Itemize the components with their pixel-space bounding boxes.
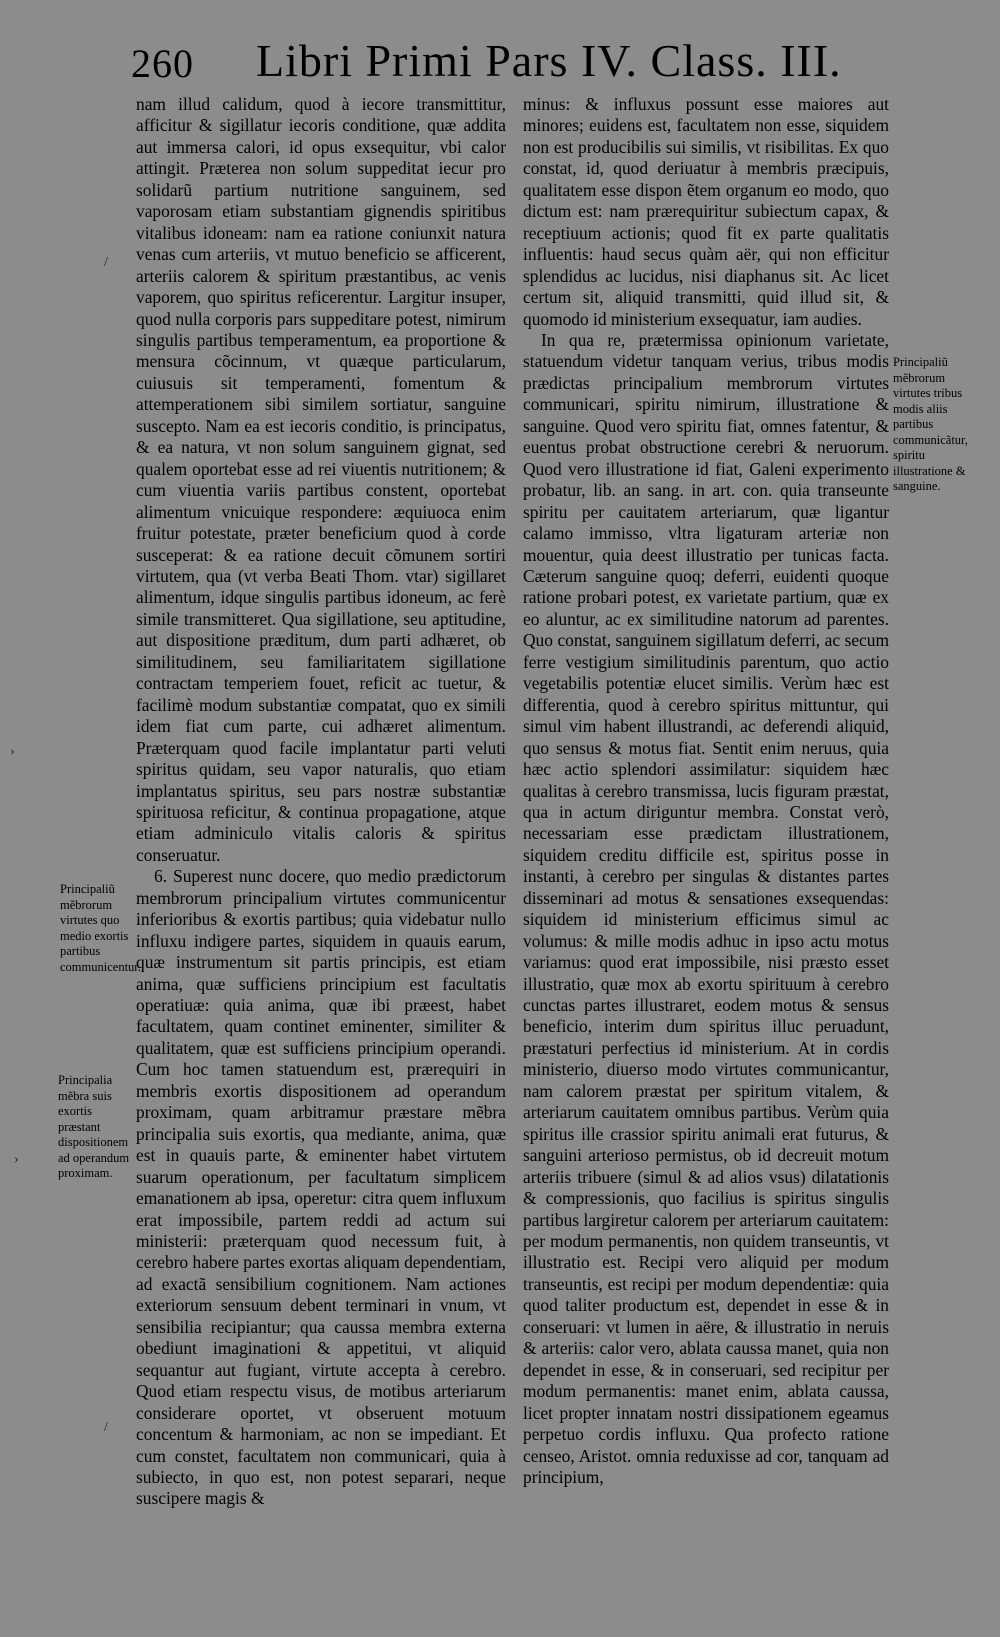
left-paragraph-1: nam illud calidum, quod à iecore transmittitur, afficitur & sigillatur iecoris conditione, quæ addita aut immersa calori, id opus exsequitur, vbi calor attingit. Præterea non solum suppeditat iecur pro solidarũ partium nutritione sanguinem, sed vaporosam etiam substantiam gignendis spiritibus vitalibus idoneam: nam ea ratione coniunxit natura venas cum arteriis, vt mutuo beneficio se afficerent, arteriis calorem & spiritum præstantibus, ac venis vaporem, quo spiritus reficerentur. Largitur insuper, quod nulla corporis pars suppeditare potest, nimirum singulis partibus temperamentum, ea proportione & mensura cõcinnum, vt quæque particularum, cuiusuis sit temperamenti, fomentum & attemperationem sibi similem sortiatur, sanguine suscepto. Nam ea est iecoris conditio, is principatus, & ea natura, vt non solum sanguinem gignat, sed qualem oportebat esse ad rei viuentis nutritionem; & cum viuentia variis partibus constent, oportebat alimentum vnicuique respondere: æquiuoca enim fruitur potestate, præter beneficium quod à corde susceperat: & ea ratione decuit cõmunem sortiri virtutem, qua (vt verba Beati Thom. vtar) sigillaret alimentum, idque singulis partibus idoneum, ac ferè simile transmitteret. Qua sigillatione, seu aptitudine, aut dispositione præditum, dum parti adhæret, ob similitudinem, seu familiaritatem sigillatione contractam temperiem fouet, reficit ac tuetur, & facilimè modum substantiæ compatat, quo ex simili idem fiat cum parte, cui adhæret alimentum. Præterquam quod facile implantatur parti veluti spiritus quidam, seu vapor naturalis, quo etiam implantatus spiritus, seu pars nostræ substantiæ spirituosa reficitur, & continua propagatione, atque etiam adminiculo vitalis caloris & spiritus conseruatur. bbox=[136, 94, 506, 865]
left-text-column bbox=[136, 94, 506, 1510]
margin-speck: › bbox=[14, 1152, 19, 1167]
right-paragraph-1: minus: & influxus possunt esse maiores aut minores; euidens est, facultatem non esse, siquidem non est producibilis sui similis, vt risibilitas. Ex quo constat, id, quod deriuatur à membris præcipuis, qualitatem esse dispon ẽtem organum eo modo, quo dictum est: nam prærequiritur subiectum capax, & receptiuum actionis; quod fit ex parte qualitatis influentis: haud secus quàm aër, qui non efficitur splendidus ac lucidus, nisi diaphanus sit. Ac licet certum sit, aliquid transmitti, quid illud sit, & quomodo id ministerium exsequatur, iam audies. bbox=[523, 94, 889, 329]
left-paragraph-2: 6. Superest nunc docere, quo medio prædictorum membrorum principalium virtutes communicentur inferioribus & exortis partibus; quia videbatur nullo influxu indigere partes, siquidem in quauis earum, quæ instrumentum sit partis principis, est etiam anima, quæ sufficiens principium est facultatis operatiuæ: quia anima, quæ ibi præest, habet facultatem, quam continet eminenter, similiter & qualitatem, quæ est sufficiens principium operandi. Cum hoc tamen statuendum est, prærequiri in membris exortis dispositionem ad operandum proximam, quam arbitramur præstare mẽbra principalia suis exortis, qua mediante, anima, quæ est in quauis parte, & eminenter habet virtutem suarum operationum, per facultatum simplicem emanationem ab ipsa, operetur: citra quem influxum erat impossibile, partem reddi ad actum sui ministerii: præterquam quod necessum fuit, à cerebro habere partes exortas aliquam dependentiam, ad exactã sensibilium cognitionem. Nam actiones exteriorum sensuum debent terminari in vnum, vt sensibilia recipiantur; qua caussa membra externa obediunt imaginationi & appetitui, vt aliquid sequantur aut fugiant, virtute accepta à cerebro. Quod etiam respectu visus, de motibus arteriarum considerare oportet, vt obseruent motuum concentum & harmoniam, ac non se impediant. Et cum constet, facultatem non communicari, quia à subiecto, in quo est, non potest separari, neque suscipere magis & bbox=[136, 866, 506, 1509]
right-text-column bbox=[523, 94, 889, 1488]
margin-speck: › bbox=[10, 744, 15, 759]
margin-speck: / bbox=[104, 1420, 108, 1435]
margin-note-left-2: Principalia mẽbra suis exortis præstant dispositionem ad operandum proximam. bbox=[58, 1073, 130, 1180]
margin-note-right-1: Principaliũ mẽbrorum virtutes tribus modis aliis partibus communicãtur, spiritu illustratione & sanguine. bbox=[893, 355, 968, 493]
page-number: 260 bbox=[131, 41, 194, 86]
margin-speck: / bbox=[104, 255, 108, 270]
running-title: Libri Primi Pars IV. Class. III. bbox=[256, 35, 842, 86]
margin-note-left-1: Principaliũ mẽbrorum virtutes quo medio exortis partibus communicentur. bbox=[60, 882, 141, 974]
right-paragraph-2: In qua re, prætermissa opinionum varietate, statuendum videtur tanquam verius, tribus modis prædictas principalium membrorum virtutes communicari, spiritu nimirum, illustratione & sanguine. Quod vero spiritu fiat, omnes fatentur, & euentus probat obstructione cerebri & neruorum. Quod vero illustratione id fiat, Galeni experimento probatur, lib. an sang. in art. con. quia transeunte spiritu per cauitatem arteriarum, quæ ligantur calamo immisso, vltra ligaturam arteriæ non mouentur, quia deest illustratio per tunicas facta. Cæterum sanguine quoq; deferri, euidenti quoque ratione probari potest, ex varietate partium, quæ ex eo aluntur, ac ex similitudine natorum ad parentes. Quo constat, sanguinem sigillatum deferri, ac secum ferre vestigium similitudinis parentum, quo actio vegetabilis potentiæ elucet similis. Verùm hæc est differentia, quod à cerebro spiritus mittuntur, qui simul vim habent illustrandi, ac deferendi aliquid, quo sensus & motus fiat. Sentit enim neruus, quia hæc actio splendori assimilatur: siquidem hæc qualitas à cerebro transmissa, lucis figuram præstat, qua in actum diriguntur membra. Constat verò, necessariam esse prædictam illustrationem, siquidem creditu difficile est, spiritus posse in instanti, à cerebro per singulas & distantes partes disseminari ad motus & sensationes exsequendas: siquidem id ministerium efficimus simul ac volumus: & mille modis adhuc in ipso actu motus variamus: quod erat impossibile, nisi præsto esset illustratio, quæ mox ab exortu spirituum à cerebro cunctas partes illustraret, eodem motus & sensus beneficio, interim dum spiritus illuc peruadunt, præstaturi perfectius id ministerium. At in cordis ministerio, diuerso modo virtutes communicantur, nam calorem præstat per spiritum vitalem, & arteriarum cauitatem omnibus partibus. Verùm quia spiritus ille crassior spiritu animali erat futurus, & sanguini arterioso permistus, ob id decreuit motum arteriis tribuere (simul & ad alios vsus) dilatationis & compressionis, quo facilius is spiritus singulis partibus largiretur calorem per arteriarum cauitatem: per modum permanentis, non quidem transeuntis, vt illustratio est. Recipi vero aliquid per modum transeuntis, est recipi per modum dependentiæ: quia quod taliter productum est, dependet in esse & in conseruari: vt lumen in aëre, & illustratio in neruis & arteriis: calor vero, ablata caussa manet, quia non dependet in esse, & in conseruari, sed recipitur per modum permanentis: manet enim, ablata caussa, licet propter innatam nostri dissipationem egeamus perpetuo cordis influxu. Qua profecto ratione censeo, Aristot. omnia reduxisse ad cor, tanquam ad principium, bbox=[523, 329, 889, 1487]
